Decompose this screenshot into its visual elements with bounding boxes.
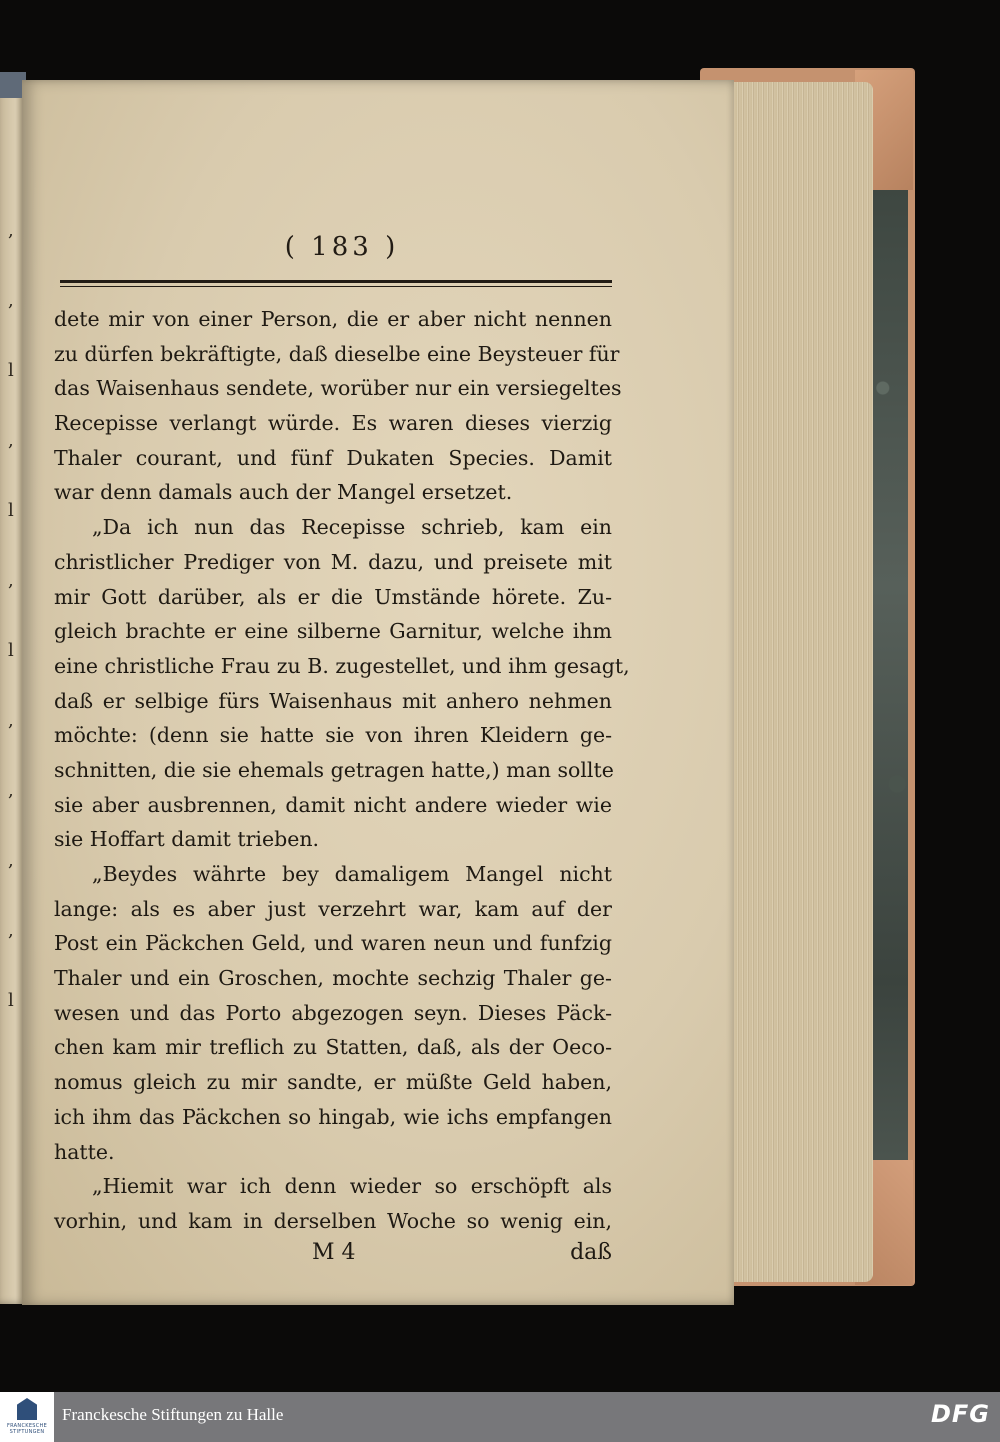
page-text xyxy=(54,302,630,1239)
text-line: schnitten, die sie ehemals getragen hatte,) man sollte xyxy=(54,757,614,782)
edge-glyph: l xyxy=(8,500,14,521)
text-line: eine christliche Frau zu B. zugestellet, und ihm gesagt, xyxy=(54,653,630,678)
text-line: chen kam mir treflich zu Statten, daß, als der Oeco- xyxy=(54,1035,612,1060)
text-line: lange: als es aber just verzehrt war, kam auf der xyxy=(54,896,612,921)
text-line: dete mir von einer Person, die er aber nicht nennen xyxy=(54,307,612,331)
text-line: Thaler courant, und fünf Dukaten Species. Damit xyxy=(54,445,612,470)
institution-logo[interactable] xyxy=(0,1392,54,1442)
page-number-header: ( 183 ) xyxy=(284,232,400,262)
logo-text: FRANCKESCHE STIFTUNGEN xyxy=(6,1423,48,1435)
footer-bar xyxy=(0,1392,1000,1442)
edge-glyph: , xyxy=(8,780,14,801)
text-line: mir Gott darüber, als er die Umstände hörete. Zu- xyxy=(54,584,612,609)
edge-glyph: , xyxy=(8,290,14,311)
text-line: daß er selbige fürs Waisenhaus mit anhero nehmen xyxy=(54,688,612,713)
text-line: hatte. xyxy=(54,1139,115,1164)
edge-glyph: l xyxy=(8,990,14,1011)
text-line: Post ein Päckchen Geld, und waren neun und funfzig xyxy=(54,931,612,956)
text-line: wesen und das Porto abgezogen seyn. Dieses Päck- xyxy=(54,1000,612,1025)
text-line: sie Hoffart damit trieben. xyxy=(54,827,320,852)
edge-glyph: , xyxy=(8,430,14,451)
page-footer-line xyxy=(54,1240,612,1274)
text-line: das Waisenhaus sendete, worüber nur ein versiegeltes xyxy=(54,376,622,401)
header-rule xyxy=(60,280,612,287)
text-line: möchte: (denn sie hatte sie von ihren Kleidern ge- xyxy=(54,723,612,748)
text-line: zu dürfen bekräftigte, daß dieselbe eine Beysteuer für xyxy=(54,341,620,366)
text-line: vorhin, und kam in derselben Woche so wenig ein, xyxy=(54,1208,612,1233)
edge-glyph: l xyxy=(8,360,14,381)
page-fore-edge xyxy=(728,82,873,1282)
edge-glyph: , xyxy=(8,850,14,871)
cover-marbled-paper xyxy=(872,190,908,1180)
text-line: nomus gleich zu mir sandte, er müßte Geld haben, xyxy=(54,1070,612,1095)
text-line: ich ihm das Päckchen so hingab, wie ichs empfangen xyxy=(54,1104,612,1129)
text-line: Recepisse verlangt würde. Es waren dieses vierzig xyxy=(54,411,612,436)
text-line: Thaler und ein Groschen, mochte sechzig Thaler ge- xyxy=(54,966,612,991)
text-line: gleich brachte er eine silberne Garnitur, welche ihm xyxy=(54,619,612,644)
signature-mark: M 4 xyxy=(312,1240,356,1265)
institution-name[interactable]: Franckesche Stiftungen zu Halle xyxy=(62,1405,284,1424)
catchword: daß xyxy=(570,1240,612,1265)
text-line: war denn damals auch der Mangel ersetzet. xyxy=(54,480,513,505)
text-line: „Da ich nun das Recepisse schrieb, kam ein xyxy=(92,515,612,540)
text-line: sie aber ausbrennen, damit nicht andere wieder wie xyxy=(54,792,612,817)
edge-glyph: , xyxy=(8,570,14,591)
text-line: „Hiemit war ich denn wieder so erschöpft als xyxy=(92,1174,612,1199)
building-icon xyxy=(17,1398,37,1420)
edge-glyph: , xyxy=(8,220,14,241)
dfg-logo[interactable]: DFG xyxy=(930,1400,990,1428)
text-line: christlicher Prediger von M. dazu, und preisete mit xyxy=(54,549,612,574)
book-page xyxy=(22,80,734,1305)
edge-glyph: , xyxy=(8,920,14,941)
text-line: „Beydes währte bey damaligem Mangel nicht xyxy=(92,862,612,886)
edge-glyph: l xyxy=(8,640,14,661)
edge-glyph: , xyxy=(8,710,14,731)
